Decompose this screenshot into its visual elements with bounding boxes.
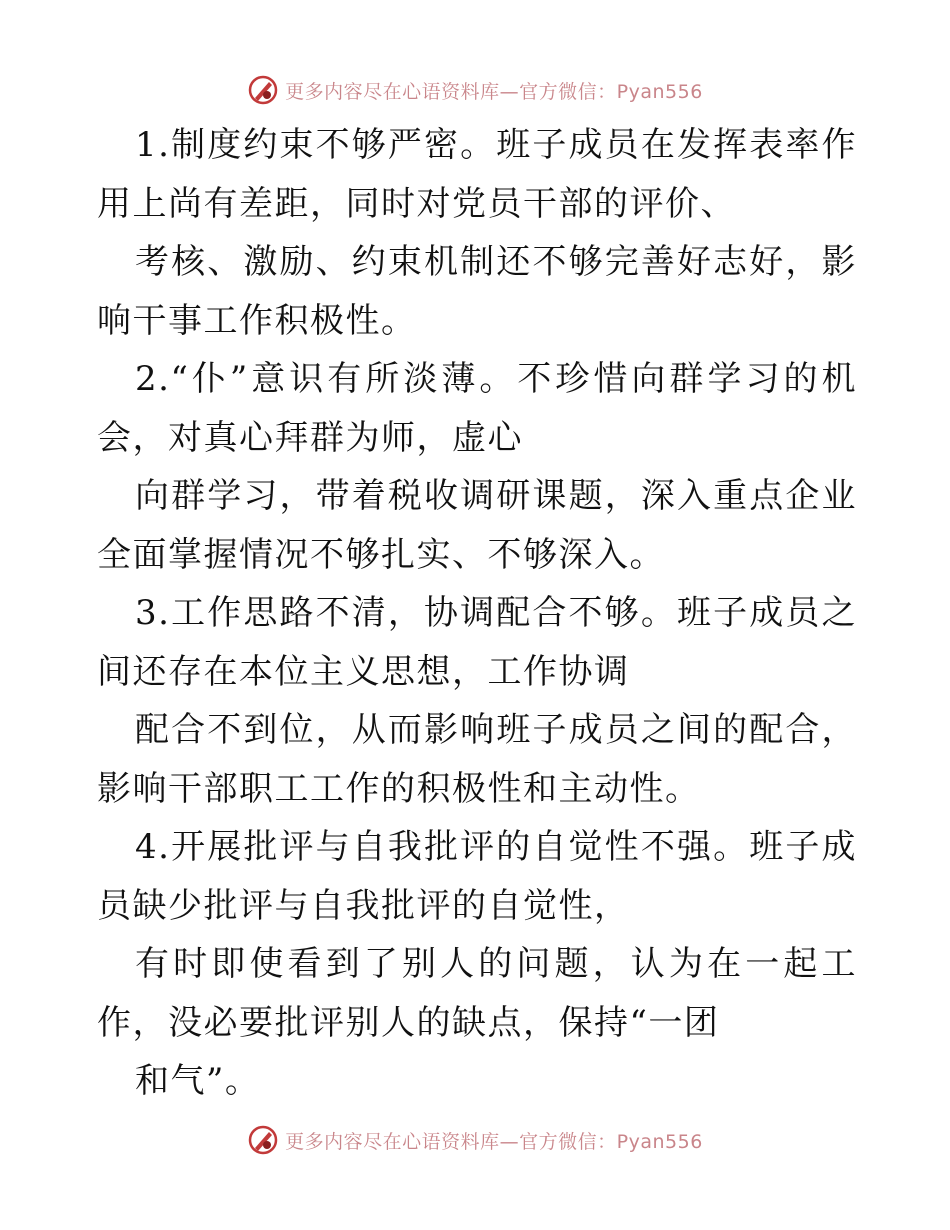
paragraph: 1.制度约束不够严密。班子成员在发挥表率作用上尚有差距，同时对党员干部的评价、 — [97, 125, 857, 224]
header-watermark — [0, 70, 950, 110]
paragraph: 考核、激励、约束机制还不够完善好志好，影响干事工作积极性。 — [97, 242, 857, 341]
paragraph: 3.工作思路不清，协调配合不够。班子成员之间还存在本位主义思想，工作协调 — [97, 593, 857, 692]
watermark-text: 更多内容尽在心语资料库—官方微信：Pyan556 — [285, 80, 703, 103]
paragraph: 向群学习，带着税收调研课题，深入重点企业全面掌握情况不够扎实、不够深入。 — [97, 476, 857, 575]
paragraph: 4.开展批评与自我批评的自觉性不强。班子成员缺少批评与自我批评的自觉性， — [97, 827, 857, 926]
paragraph: 和气”。 — [135, 1061, 261, 1101]
footer-watermark — [0, 1120, 950, 1160]
paragraph: 有时即使看到了别人的问题，认为在一起工作，没必要批评别人的缺点，保持“一团 — [97, 944, 857, 1043]
brand-logo-icon — [247, 1124, 279, 1156]
paragraph: 配合不到位，从而影响班子成员之间的配合，影响干部职工工作的积极性和主动性。 — [97, 710, 857, 809]
paragraph: 2.“仆”意识有所淡薄。不珍惜向群学习的机会，对真心拜群为师，虚心 — [97, 359, 857, 458]
document-body — [97, 116, 857, 1111]
brand-logo-icon — [247, 74, 279, 106]
watermark-text: 更多内容尽在心语资料库—官方微信：Pyan556 — [285, 1130, 703, 1153]
